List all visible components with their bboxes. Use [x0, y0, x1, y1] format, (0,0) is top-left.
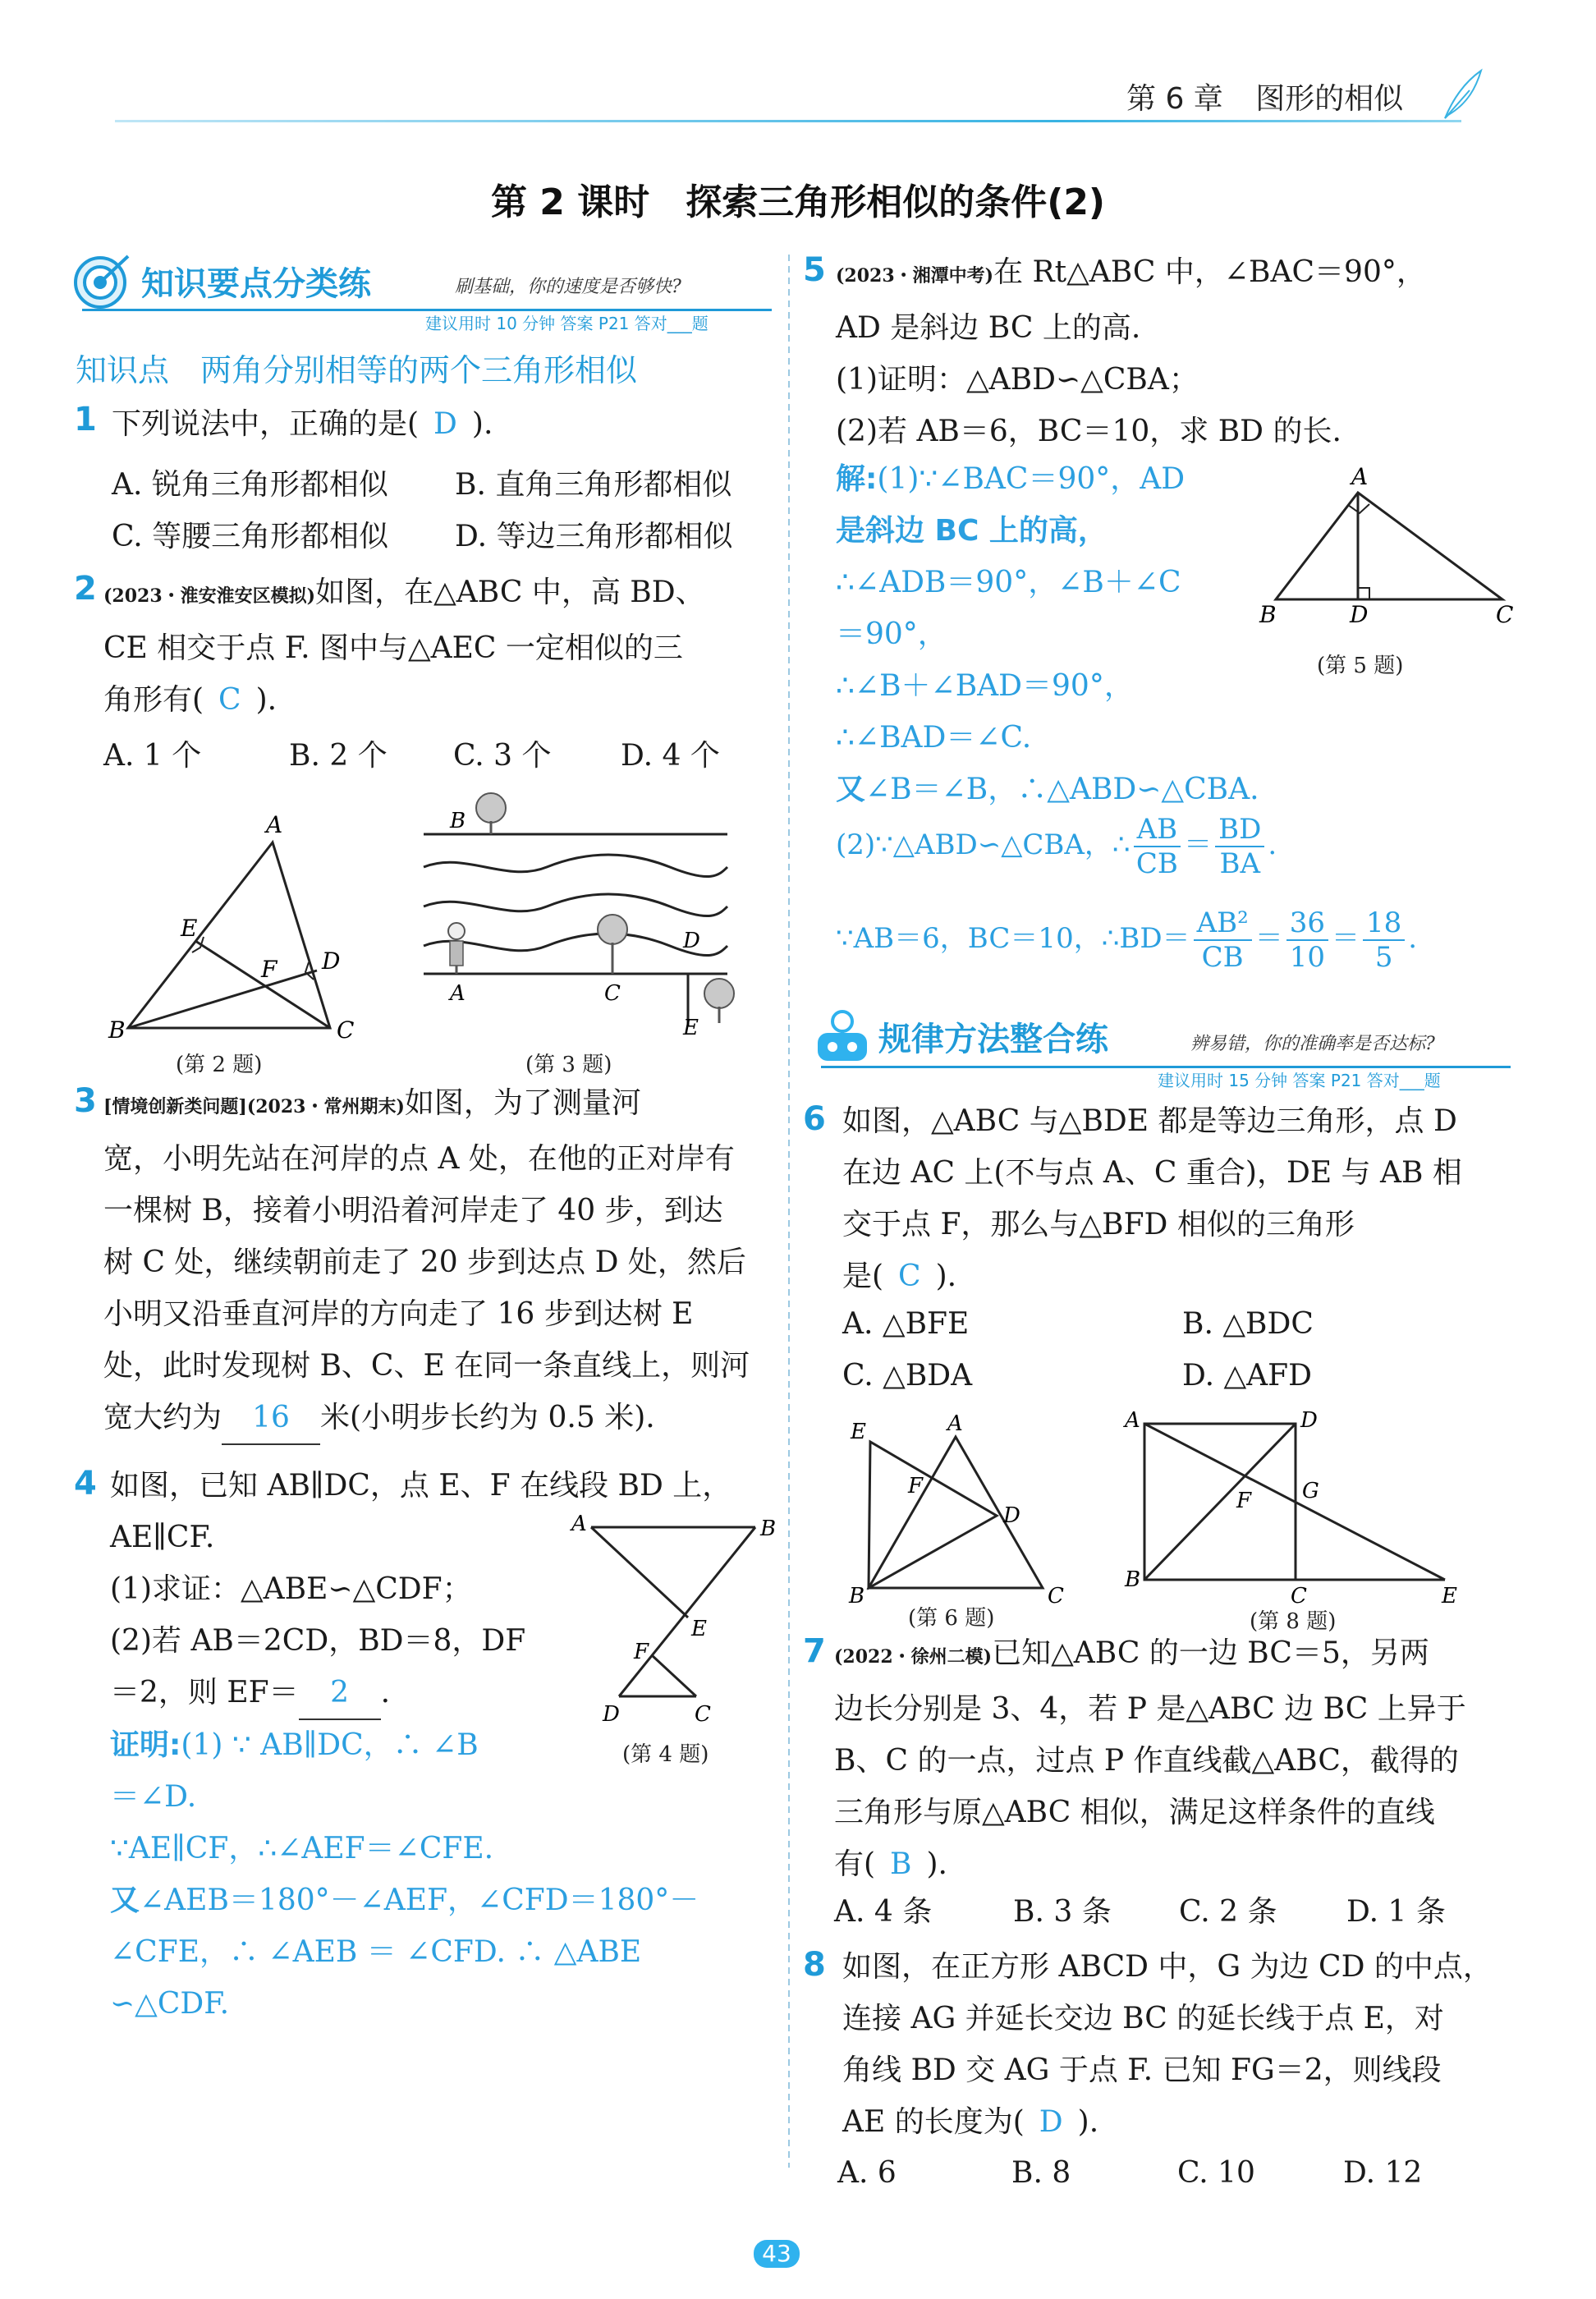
fig4-label-e: E — [691, 1617, 707, 1641]
knowledge-point: 知识点 两角分别相等的两个三角形相似 — [76, 352, 638, 388]
fig2-label-c: C — [337, 1016, 355, 1044]
q1-stem: 下列说法中，正确的是( D ). — [112, 407, 493, 441]
fig4-label-f: F — [634, 1640, 649, 1664]
q5-source: (2023・湘潭中考) — [836, 265, 994, 287]
q5-solution-label: 解: — [836, 462, 878, 496]
fig5-label-c: C — [1496, 601, 1514, 628]
q2-option-a: A. 1 个 — [103, 739, 202, 773]
q5-fraction-2: $\frac{BD}{BA}$ — [1215, 813, 1264, 880]
q7-number: 7 — [803, 1632, 826, 1670]
q7-option-c: C. 2 条 — [1179, 1895, 1277, 1929]
q6-number: 6 — [803, 1100, 826, 1138]
q4-solution-label: 证明: — [110, 1728, 181, 1762]
q7-option-d: D. 1 条 — [1346, 1895, 1446, 1929]
figure-q4-caption: (第 4 题) — [622, 1742, 709, 1767]
q6-option-d: D. △AFD — [1182, 1359, 1312, 1393]
q8-answer: D — [1039, 2105, 1063, 2139]
q7-option-a: A. 4 条 — [834, 1895, 933, 1929]
q4-solution: 证明:(1) ∵ AB∥DC，∴ ∠B ＝∠D. ∵AE∥CF，∴∠AEF＝∠CFE. 又∠AEB＝180°－∠AEF，∠CFD＝180°－ ∠CFE，∴ ∠AEB ＝ ∠CFD. ∴ △ABE ∽△CDF. — [110, 1728, 699, 2021]
feather-icon — [1437, 66, 1486, 123]
column-divider — [788, 255, 790, 2168]
fig8-label-g: G — [1302, 1479, 1319, 1503]
figure-q8-square — [1120, 1404, 1465, 1609]
fig8-label-f: F — [1236, 1489, 1252, 1513]
q8-number: 8 — [803, 1946, 826, 1984]
fig4-label-c: C — [695, 1702, 711, 1727]
q1-answer: D — [433, 407, 457, 441]
tree-b-icon — [476, 793, 506, 823]
figure-q5-right-triangle — [1256, 460, 1519, 640]
fig6-label-e: E — [851, 1420, 866, 1444]
q2-source: (2023・淮安淮安区模拟) — [103, 585, 316, 607]
q6-stem: 如图，△ABC 与△BDE 都是等边三角形，点 D 在边 AC 上(不与点 A、C 重合)，DE 与 AB 相 交于点 F，那么与△BFD 相似的三角形 是( C ). — [842, 1104, 1462, 1293]
fig3-label-b: B — [450, 809, 466, 833]
q6-option-b: B. △BDC — [1182, 1307, 1314, 1341]
fig6-label-b: B — [849, 1584, 865, 1608]
q1-option-b: B. 直角三角形都相似 — [455, 468, 732, 502]
fig5-label-b: B — [1259, 601, 1277, 628]
lesson-title: 第 2 课时 探索三角形相似的条件(2) — [490, 181, 1106, 223]
fig2-label-f: F — [261, 956, 277, 983]
section-meta: 建议用时 10 分钟 答案 P21 答对___题 — [425, 314, 709, 333]
q2-option-c: C. 3 个 — [453, 739, 552, 773]
q3-answer-blank: 16 — [222, 1392, 320, 1445]
section-tagline: 刷基础，你的速度是否够快? — [455, 277, 681, 297]
q8-option-c: C. 10 — [1177, 2156, 1255, 2190]
q5-solution-part3: ∵AB＝6，BC＝10，∴BD＝ $\frac{\text{AB²}}{CB}$ ＝ $\frac{36}{10}$ ＝ $\frac{18}{5}$ . — [836, 906, 1418, 974]
fig6-label-d: D — [1003, 1503, 1020, 1528]
q7-answer: B — [890, 1847, 912, 1881]
fig3-label-c: C — [604, 981, 621, 1006]
q5-solution: 解:(1)∵∠BAC＝90°，AD 是斜边 BC 上的高， ∴∠ADB＝90°，∠B＋∠C ＝90°， ∴∠B＋∠BAD＝90°， ∴∠BAD＝∠C. 又∠B＝∠B，∴△ABD∽△CBA. — [836, 462, 1259, 806]
figure-q6-equilateral — [842, 1412, 1080, 1609]
q1-option-d: D. 等边三角形都相似 — [455, 520, 733, 553]
figure-q8-caption: (第 8 题) — [1250, 1609, 1337, 1634]
chapter-title: 图形的相似 — [1255, 82, 1404, 116]
fig3-label-d: D — [683, 929, 700, 953]
figure-q3-caption: (第 3 题) — [525, 1053, 612, 1077]
page-number: 43 — [754, 2240, 800, 2268]
q4-number: 4 — [74, 1465, 97, 1503]
section-title-basic: 知识要点分类练 — [141, 265, 371, 303]
person-a-icon — [448, 923, 465, 939]
figure-q5-caption: (第 5 题) — [1317, 654, 1404, 678]
bulb-robot-icon — [811, 1008, 877, 1067]
q2-option-b: B. 2 个 — [289, 739, 388, 773]
fig2-label-a: A — [266, 813, 283, 838]
q5-fraction-3: $\frac{\text{AB²}}{CB}$ — [1194, 906, 1252, 974]
q2-number: 2 — [74, 570, 97, 608]
header-divider — [115, 120, 1461, 122]
tree-c-icon — [598, 915, 627, 944]
tree-e-icon — [704, 979, 734, 1008]
fig8-label-b: B — [1125, 1567, 1141, 1592]
q1-option-a: A. 锐角三角形都相似 — [112, 468, 388, 502]
q5-solution-part2: (2)∵△ABD∽△CBA，∴ $\frac{AB}{CB}$ ＝ $\frac{BD}{BA}$ . — [836, 813, 1277, 880]
q5-fraction-4: $\frac{36}{10}$ — [1286, 906, 1328, 974]
q2-answer: C — [218, 683, 241, 717]
chapter-number: 第 6 章 — [1126, 82, 1223, 116]
q1-option-c: C. 等腰三角形都相似 — [112, 520, 389, 553]
q8-option-b: B. 8 — [1011, 2156, 1071, 2190]
section-title-method: 规律方法整合练 — [878, 1021, 1108, 1058]
fig2-label-e: E — [181, 915, 198, 942]
fig5-label-a: A — [1351, 463, 1369, 490]
q6-option-c: C. △BDA — [842, 1359, 973, 1393]
figure-q2-caption: (第 2 题) — [176, 1053, 263, 1077]
q3-stem: [情境创新类问题](2023・常州期末)如图，为了测量河 宽，小明先站在河岸的点 A 处，在他的正对岸有 一棵树 B，接着小明沿着河岸走了 40 步，到达 树 C 处，继续朝前走了 20 步到达点 D 处，然后 小明又沿垂直河岸的方向走了 16 步到达树 E 处，此时发现树 B、C、E 在同一条直线上，则河 宽大约为 16 米(小明步长约为 0.5 米). — [103, 1077, 785, 1445]
q3-source: [情境创新类问题](2023・常州期末) — [103, 1096, 405, 1117]
q6-option-a: A. △BFE — [842, 1307, 970, 1341]
q8-option-d: D. 12 — [1343, 2156, 1423, 2190]
q4-answer-blank: 2 — [299, 1667, 381, 1720]
chapter-header — [1126, 76, 1403, 117]
q1-number: 1 — [74, 401, 97, 438]
q4-stem: 如图，已知 AB∥DC，点 E、F 在线段 BD 上， AE∥CF. (1)求证：△ABE∽△CDF； (2)若 AB＝2CD，BD＝8，DF ＝2，则 EF＝ 2 . — [110, 1460, 783, 1720]
q5-fraction-1: $\frac{AB}{CB}$ — [1134, 813, 1181, 880]
figure-q3-river — [415, 780, 744, 1043]
q6-answer: C — [898, 1260, 921, 1293]
q5-stem: (2023・湘潭中考)在 Rt△ABC 中，∠BAC＝90°， AD 是斜边 BC 上的高. (1)证明：△ABD∽△CBA； (2)若 AB＝6，BC＝10，求 BD 的长. — [836, 255, 1426, 448]
target-icon — [71, 251, 136, 310]
fig3-label-a: A — [450, 981, 466, 1006]
q8-stem: 如图，在正方形 ABCD 中，G 为边 CD 的中点， 连接 AG 并延长交边 BC 的延长线于点 E，对 角线 BD 交 AG 于点 F. 已知 FG＝2，则线段 AE 的长度为( D ). — [842, 1950, 1493, 2139]
fig8-label-e: E — [1442, 1584, 1457, 1608]
fig4-label-d: D — [603, 1702, 620, 1727]
q7-option-b: B. 3 条 — [1013, 1895, 1112, 1929]
fig6-label-f: F — [908, 1474, 924, 1498]
figure-q4-hourglass — [566, 1503, 780, 1741]
fig4-label-a: A — [571, 1512, 587, 1536]
fig3-label-e: E — [683, 1016, 699, 1040]
q3-number: 3 — [74, 1082, 97, 1120]
q7-stem: (2022・徐州二模)已知△ABC 的一边 BC＝5，另两 边长分别是 3、4，若 P 是△ABC 边 BC 上异于 B、C 的一点，过点 P 作直线截△ABC，截得的 三角形与原△ABC 相似，满足这样条件的直线 有( B ). — [834, 1636, 1466, 1881]
fig6-label-c: C — [1048, 1584, 1064, 1608]
section2-tagline: 辨易错，你的准确率是否达标? — [1190, 1034, 1435, 1054]
fig6-label-a: A — [947, 1412, 963, 1436]
figure-q2-triangle — [99, 813, 378, 1051]
fig2-label-b: B — [108, 1016, 126, 1044]
fig8-label-a: A — [1125, 1408, 1140, 1433]
fig2-label-d: D — [322, 948, 341, 975]
q5-fraction-5: $\frac{18}{5}$ — [1363, 906, 1405, 974]
q5-number: 5 — [803, 251, 826, 289]
fig8-label-c: C — [1291, 1584, 1307, 1608]
figure-q6-caption: (第 6 题) — [908, 1606, 995, 1631]
section2-meta: 建议用时 15 分钟 答案 P21 答对___题 — [1158, 1071, 1441, 1090]
q2-option-d: D. 4 个 — [621, 739, 720, 773]
fig4-label-b: B — [760, 1517, 777, 1541]
fig8-label-d: D — [1300, 1408, 1318, 1433]
q2-stem: (2023・淮安淮安区模拟)如图，在△ABC 中，高 BD、 CE 相交于点 F. 图中与△AEC 一定相似的三 角形有( C ). — [103, 576, 705, 717]
fig5-label-d: D — [1350, 601, 1369, 628]
q8-option-a: A. 6 — [837, 2156, 897, 2190]
q7-source: (2022・徐州二模) — [834, 1646, 993, 1668]
